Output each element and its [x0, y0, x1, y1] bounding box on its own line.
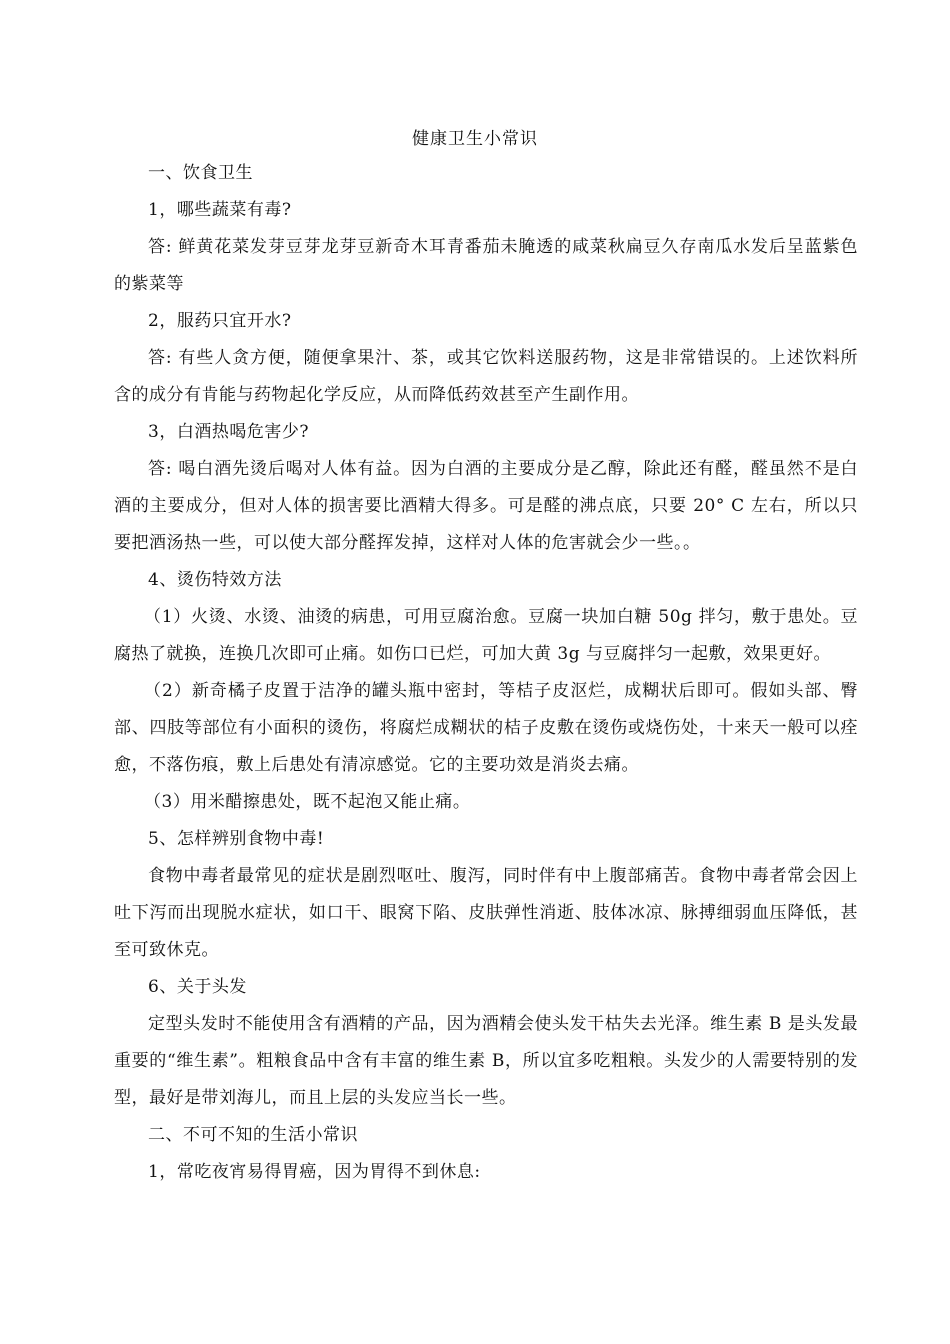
question-3-heading: 3，白酒热喝危害少? — [148, 422, 309, 442]
burn-method-2-paragraph: （2）新奇橘子皮置于洁净的罐头瓶中密封，等桔子皮沤烂，成糊状后即可。假如头部、臀部、四肢等部位有小面积的烫伤，将腐烂成糊状的桔子皮敷在烫伤或烧伤处，十来天一般可以痊愈，不落伤痕，敷上后患处有清凉感觉。它的主要功效是消炎去痛。 — [114, 681, 858, 775]
question-2-heading: 2，服药只宜开水? — [148, 311, 292, 331]
food-poisoning-paragraph: 食物中毒者最常见的症状是剧烈呕吐、腹泻，同时伴有中上腹部痛苦。食物中毒者常会因上吐下泻而出现脱水症状，如口干、眼窝下陷、皮肤弹性消逝、肢体冰凉、脉搏细弱血压降低，甚至可致休克。 — [114, 866, 858, 960]
answer-3-paragraph: 答: 喝白酒先烫后喝对人体有益。因为白酒的主要成分是乙醇，除此还有醛，醛虽然不是白酒的主要成分，但对人体的损害要比酒精大得多。可是醛的沸点底，只要 20° C 左右，所以只要把酒汤热一些，可以使大部分醛挥发掉，这样对人体的危害就会少一些。。 — [114, 459, 858, 553]
life-tip-1-paragraph: 1，常吃夜宵易得胃癌，因为胃得不到休息: — [148, 1162, 481, 1182]
question-1-heading: 1，哪些蔬菜有毒? — [148, 200, 292, 220]
section-heading-diet-hygiene: 一、饮食卫生 — [148, 163, 253, 183]
section-heading-life-tips: 二、不可不知的生活小常识 — [148, 1125, 358, 1145]
burn-method-1-paragraph: （1）火烫、水烫、油烫的病患，可用豆腐治愈。豆腐一块加白糖 50g 拌匀，敷于患处。豆腐热了就换，连换几次即可止痛。如伤口已烂，可加大黄 3g 与豆腐拌匀一起敷，效果更好。 — [114, 607, 858, 664]
item-4-heading: 4、烫伤特效方法 — [148, 570, 282, 590]
hair-paragraph: 定型头发时不能使用含有酒精的产品，因为酒精会使头发干枯失去光泽。维生素 B 是头发最重要的“维生素”。粗粮食品中含有丰富的维生素 B，所以宜多吃粗粮。头发少的人需要特别的发型，最好是带刘海儿，而且上层的头发应当长一些。 — [114, 1014, 858, 1108]
burn-method-3-paragraph: （3）用米醋擦患处，既不起泡又能止痛。 — [144, 792, 471, 812]
item-6-heading: 6、关于头发 — [148, 977, 247, 997]
item-5-heading: 5、怎样辨别食物中毒! — [148, 829, 325, 849]
answer-2-paragraph: 答: 有些人贪方便，随便拿果汁、茶，或其它饮料送服药物，这是非常错误的。上述饮料所含的成分有肯能与药物起化学反应，从而降低药效甚至产生副作用。 — [114, 348, 858, 405]
document-body — [114, 155, 858, 1191]
document-title: 健康卫生小常识 — [412, 129, 538, 149]
answer-1-paragraph: 答: 鲜黄花菜发芽豆芽龙芽豆新奇木耳青番茄未腌透的咸菜秋扁豆久存南瓜水发后呈蓝紫色的紫菜等 — [114, 237, 858, 294]
